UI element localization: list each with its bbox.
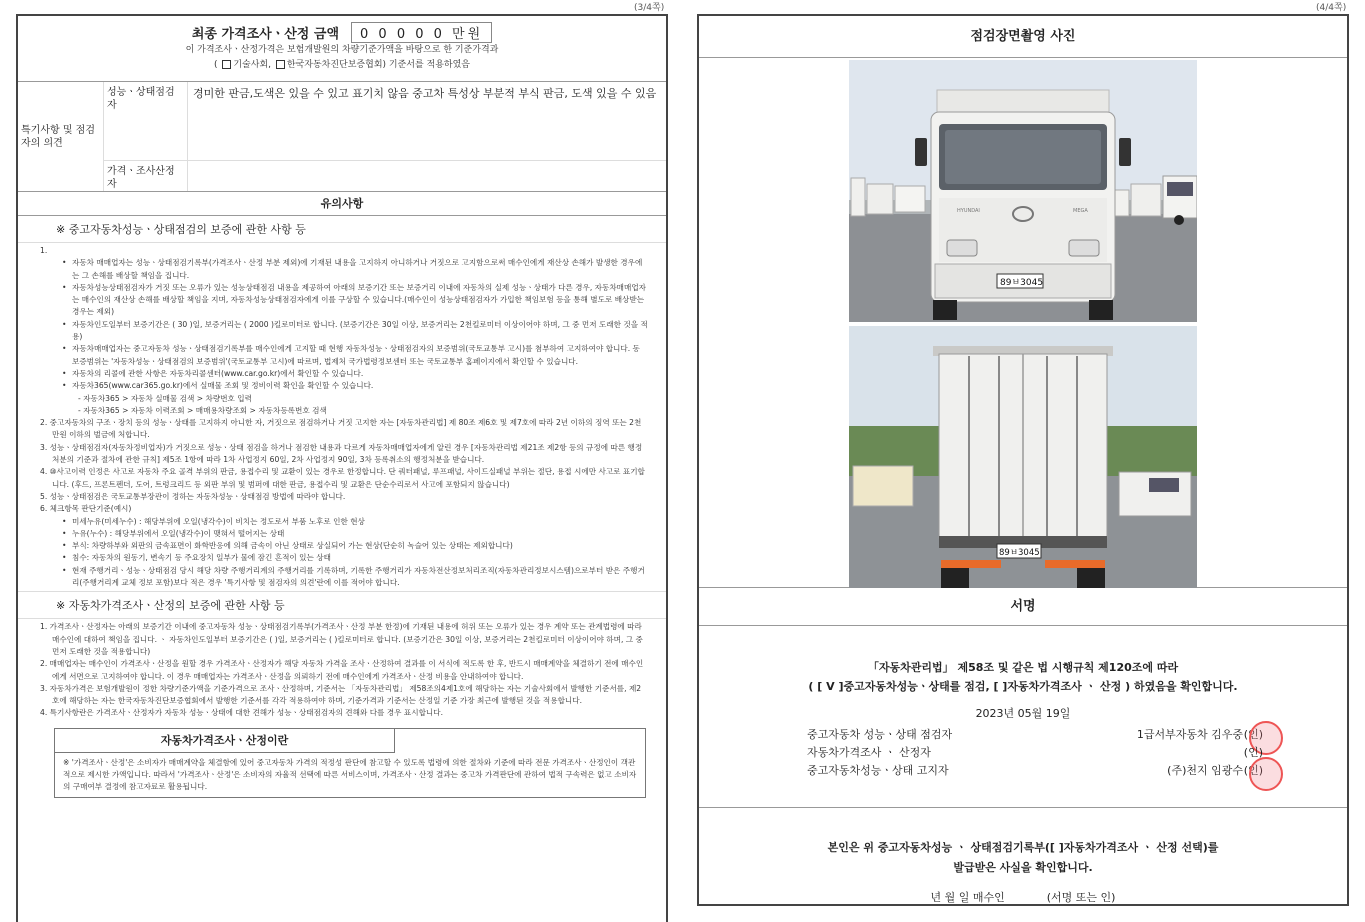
signer-name: 1급서부자동차 김우중 xyxy=(1136,728,1243,741)
signature-section-title: 서명 xyxy=(699,588,1347,626)
price-definition-title: 자동차가격조사ㆍ산정이란 xyxy=(55,729,395,753)
signer-appraiser: 자동차가격조사 ㆍ 산정자 (인) xyxy=(807,746,1263,759)
buyer-confirmation xyxy=(699,808,1347,906)
list-item: 3. 성능ㆍ상태점검자(자동차정비업자)가 거짓으로 성능ㆍ상태 점검을 하거나 점검한 내용과 다르게 자동차매매업자에게 알린 경우 [자동차관리법 제21조 제2항 등의 규정에 따른 행정처분의 기준과 절차에 관한 규칙] 제5조 1항에 따라 1차 사업정지 60일, 2차 사업정지 90일, 3차 등록취소의 행정처분을 받습니다. xyxy=(40,442,643,465)
section-performance-warranty: ※ 중고자동차성능ㆍ상태점검의 보증에 관한 사항 등 xyxy=(18,216,666,243)
inspection-photos xyxy=(699,58,1347,588)
price-definition-text: ※ '가격조사ㆍ산정'은 소비자가 매매계약을 체결함에 있어 중고자동차 가격의 적정성 판단에 참고할 수 있도록 법령에 의한 절차와 기준에 따라 전문 가격조사ㆍ산정인이 객관적으로 제시한 가액입니다. 따라서 '가격조사ㆍ산정'은 소비자의 자율적 선택에 따른 서비스이며, 가격조사ㆍ산정 결과는 중고차 가격판단에 관하여 법적 구속력은 없고 소비자의 구매여부 결정에 참고자료로 활용됩니다. xyxy=(63,757,637,791)
page-3 xyxy=(16,14,668,922)
photo-section-title: 점검장면촬영 사진 xyxy=(699,16,1347,58)
list-item: - 자동차365 > 자동차 이력조회 > 매매용차량조회 > 자동차등록번호 검색 xyxy=(78,405,327,415)
performance-warranty-text: 1. • 자동차 매매업자는 성능ㆍ상태점검기록부(가격조사ㆍ산정 부분 제외)에 기재된 내용을 고지하지 아니하거나 거짓으로 고지함으로써 매수인에게 재산상 손해가 발생한 경우에는 그 손해를 배상할 책임을 집니다. • 자동차성능상태점검자가 거짓 또는 오류가 있는 성능상태점검 내용을 제공하여 아래의 보증기간 또는 보증거리 이내에 자동차의 실제 성능ㆍ상태가 다른 경우, 자동차매매업자는 매수인의 재산상 손해를 배상할 책임을 지며, 자동차성능상태점검자에게 이를 구상할 수 있습니다.(매수인이 성능상태점검자가 가입한 책임보험 등을 통해 별도로 배상받는 경우는 제외) • 자동차인도일부터 보증기간은 ( 30 )일, 보증거리는 ( 2000 )킬로미터로 합니다. (보증기간은 30일 이상, 보증거리는 2천킬로미터 이상이어야 하며, 그 중 먼저 도래한 것을 적용) • 자동차매매업자는 중고자동차 성능ㆍ상태점검기록부를 매수인에게 고지할 때 현행 자동차성능ㆍ상태점검자의 보증범위(국토교통부 고시)를 첨부하여 고지하여야 합니다. 동 보증범위는 '자동차성능ㆍ상태점검의 보증범위'(국토교통부 고시)에 따르며, 법제처 국가법령정보센터 또는 국토교통부 홈페이지에서 확인할 수 있습니다. • 자동차의 리콜에 관한 사항은 자동차리콜센터(www.car.go.kr)에서 확인할 수 있습니다. • 자동차365(www.car365.go.kr)에서 실매물 조회 및 정비이력 확인을 확인할 수 있습니다. - 자동차365 > 자동차 실매물 검색 > 차량번호 입력 - 자동차365 > 자동차 이력조회 > 매매용차량조회 > 자동차등록번호 검색 2. 중고자동차의 구조ㆍ장치 등의 성능ㆍ상태를 고지하지 아니한 자, 거짓으로 점검하거나 거짓 고지한 자는 [자동차관리법] 제 80조 제6호 및 제7호에 따라 2년 이하의 징역 또는 2천만원 이하의 벌금에 처합니다. 3. 성능ㆍ상태점검자(자동차정비업자)가 거짓으로 성능ㆍ상태 점검을 하거나 점검한 내용과 다르게 자동차매매업자에게 알린 경우 [자동차관리법 제21조 제2항 등의 규정에 따른 행정처분의 기준과 절차에 관한 규칙] 제5조 1항에 따라 1차 사업정지 60일, 2차 사업정지 90일, 3차 등록취소의 행정처분을 받습니다. 4. ⑩사고이력 인정은 사고로 자동차 주요 골격 부위의 판금, 용접수리 및 교환이 있는 경우로 한정합니다. 단 쿼터패널, 루프패널, 사이드실패널 부위는 절단, 용접 시에만 사고로 표기합니다. (후드, 프론트펜더, 도어, 트렁크리드 등 외판 부위 및 범퍼에 대한 판금, 용접수리 및 교환은 단순수리로서 사고에 포함되지 않습니다) 5. 성능ㆍ상태점검은 국토교통부장관이 정하는 자동차성능ㆍ상태점검 방법에 따라야 합니다. 6. 체크항목 판단기준(예시) • 미세누유(미세누수) : 해당부위에 오일(냉각수)이 비치는 정도로서 부품 노후로 인한 현상 • 누유(누수) : 해당부위에서 오일(냉각수)이 맺혀서 떨어지는 상태 • 부식: 차량하부와 외판의 금속표면이 화학반응에 의해 금속이 아닌 상태로 상실되어 가는 현상(단순히 녹슬어 있는 상태는 제외합니다) • 침수: 자동차의 원동기, 변속기 등 주요장치 일부가 물에 잠긴 흔적이 있는 상태 • 현재 주행거리ㆍ성능ㆍ상태점검 당시 해당 차량 주행거리계의 주행거리를 기록하며, 기록한 주행거리가 자동차전산정보처리조직(자동차관리정보시스템)으로부터 받은 주행거리(주행거리계 교체 정보 포함)보다 적은 경우 '특기사항 및 점검자의 의견'란에 이를 적어야 합니다. xyxy=(18,243,666,591)
page-number-right: (4/4쪽) xyxy=(1316,3,1347,13)
list-item: 2. 매매업자는 매수인이 가격조사ㆍ산정을 원할 경우 가격조사ㆍ산정자가 해당 자동차 가격을 조사ㆍ산정하여 결과를 이 서식에 적도록 한 후, 반드시 매매계약을 체결하기 전에 매수인에게 서면으로 고지하여야 합니다. 이 경우 매매업자는 가격조사ㆍ산정을 의뢰하기 전에 매수인에게 가격조사ㆍ산정 비용을 안내하여야 합니다. xyxy=(40,659,644,681)
appraiser-opinion-label: 가격ㆍ조사산정자 xyxy=(104,161,188,191)
amount-unit: 만원 xyxy=(452,27,484,42)
final-price-note: 이 가격조사ㆍ산정가격은 보험개발원의 차량기준가액을 바탕으로 한 기준가격과 xyxy=(185,45,499,55)
list-item: • 현재 주행거리ㆍ성능ㆍ상태점검 당시 해당 차량 주행거리계의 주행거리를 기록하며, 기록한 주행거리가 자동차전산정보처리조직(자동차관리정보시스템)으로부터 받은 주행거리(주행거리계 교체 정보 포함)보다 적은 경우 '특기사항 및 점검자의 의견'란에 이를 적어야 합니다. xyxy=(38,565,648,590)
appraiser-opinion-value xyxy=(188,161,666,191)
inspector-opinion-value: 경미한 판금,도색은 있을 수 있고 표기치 않음 중고차 특성상 부분적 부식 판금, 도색 있을 수 있음 xyxy=(193,87,657,100)
buyer-confirm-line2: 발급받은 사실을 확인합니다. xyxy=(953,861,1093,874)
signer-name: (주)천지 임광수 xyxy=(1167,764,1243,777)
legal-confirm-line: ( [ V ]중고자동차성능ㆍ상태를 점검, [ ]자동차가격조사 ㆍ 산정 ) 하였음을 확인합니다. xyxy=(808,680,1238,693)
standard-options: ( 기술사회, 한국자동차진단보증협회) 기준서를 적용하였음 xyxy=(213,60,470,70)
list-item: • 누유(누수) : 해당부위에서 오일(냉각수)이 맺혀서 떨어지는 상태 xyxy=(38,528,648,540)
list-item: • 자동차의 리콜에 관한 사항은 자동차리콜센터(www.car.go.kr)에서 확인할 수 있습니다. xyxy=(38,368,648,380)
buyer-signature-line: 년 월 일 매수인 (서명 또는 인) xyxy=(930,891,1116,904)
final-price-amount: 0 0 0 0 0 만원 xyxy=(351,22,492,43)
seal-stamp-icon xyxy=(1249,757,1283,791)
list-item: 5. 성능ㆍ상태점검은 국토교통부장관이 정하는 자동차성능ㆍ상태점검 방법에 따라야 합니다. xyxy=(40,491,346,501)
list-item: • 자동차인도일부터 보증기간은 ( 30 )일, 보증거리는 ( 2000 )킬로미터로 합니다. (보증기간은 30일 이상, 보증거리는 2천킬로미터 이상이어야 하며, 그 중 먼저 도래한 것을 적용) xyxy=(38,319,648,344)
truck-model: MEGA xyxy=(1073,208,1088,214)
buyer-sign-field[interactable]: (서명 또는 인) xyxy=(1046,891,1116,904)
buyer-confirm-line1: 본인은 위 중고자동차성능 ㆍ 상태점검기록부([ ]자동차가격조사 ㆍ 산정 선택)를 xyxy=(827,841,1219,854)
inspector-opinion-label: 성능ㆍ상태점검자 xyxy=(104,82,188,160)
checkbox-tech-association[interactable] xyxy=(222,60,231,69)
list-item: • 자동차성능상태점검자가 거짓 또는 오류가 있는 성능상태점검 내용을 제공하여 아래의 보증기간 또는 보증거리 이내에 자동차의 실제 성능ㆍ상태가 다른 경우, 자동차매매업자는 매수인의 재산상 손해를 배상할 책임을 지며, 자동차성능상태점검자에게 이를 구상할 수 있습니다.(매수인이 성능상태점검자가 가입한 책임보험 등을 통해 별도로 배상받는 경우는 제외) xyxy=(38,282,648,319)
truck-brand: HYUNDAI xyxy=(957,208,980,214)
list-item: 1. 가격조사ㆍ산정자는 아래의 보증기간 이내에 중고자동차 성능ㆍ상태점검기록부(가격조사ㆍ산정 부분 한정)에 기재된 내용에 허위 또는 오류가 있는 경우 계약 또는 관계법령에 따라 매수인에 대하여 책임을 집니다. ㆍ 자동차인도일부터 보증기간은 ( )일, 보증거리는 ( )킬로미터로 합니다. (보증기간은 30일 이상, 보증거리는 2천킬로미터 이상이어야 하며, 그 중 먼저 도래한 것을 적용합니다) xyxy=(40,622,643,656)
list-item: • 부식: 차량하부와 외판의 금속표면이 화학반응에 의해 금속이 아닌 상태로 상실되어 가는 현상(단순히 녹슬어 있는 상태는 제외합니다) xyxy=(38,540,648,552)
notice-title: 유의사항 xyxy=(18,192,666,216)
page-number-left: (3/4쪽) xyxy=(634,3,665,13)
price-warranty-text xyxy=(18,619,666,721)
signer-inspector: 중고자동차 성능ㆍ상태 점검자 1급서부자동차 김우중 (인) xyxy=(807,725,1287,743)
list-item: • 침수: 자동차의 원동기, 변속기 등 주요장치 일부가 물에 잠긴 흔적이 있는 상태 xyxy=(38,552,648,564)
signer-notifier: 중고자동차성능ㆍ상태 고지자 (주)천지 임광수 (인) xyxy=(807,761,1287,779)
list-item: 6. 체크항목 판단기준(예시) xyxy=(40,504,132,514)
list-item: • 미세누유(미세누수) : 해당부위에 오일(냉각수)이 비치는 정도로서 부품 노후로 인한 현상 xyxy=(38,516,648,528)
signature-area xyxy=(699,626,1347,808)
special-notes-label: 특기사항 및 점검자의 의견 xyxy=(18,82,104,191)
section-price-warranty: ※ 자동차가격조사ㆍ산정의 보증에 관한 사항 등 xyxy=(18,591,666,619)
list-item: 2. 중고자동차의 구조ㆍ장치 등의 성능ㆍ상태를 고지하지 아니한 자, 거짓으로 점검하거나 거짓 고지한 자는 [자동차관리법] 제 80조 제6호 및 제7호에 따라 2년 이하의 징역 또는 2천만원 이하의 벌금에 처합니다. xyxy=(40,418,642,440)
list-item: 3. 자동차가격은 보험개발원이 정한 차량기준가액을 기준가격으로 조사ㆍ산정하며, 기준서는 「자동차관리법」 제58조의4제1호에 해당하는 자는 기술사회에서 발행한 기준서를, 제2호에 해당하는 자는 한국자동차진단보증협회에서 발행한 기준서를 각각 적용하여야 하며, 기준가격과 기준서는 산정일 기준 가장 최근에 발행된 것을 적용합니다. xyxy=(40,683,642,706)
list-item: 4. ⑩사고이력 인정은 사고로 자동차 주요 골격 부위의 판금, 용접수리 및 교환이 있는 경우로 한정합니다. 단 쿼터패널, 루프패널, 사이드실패널 부위는 절단, 용접 시에만 사고로 표기합니다. (후드, 프론트펜더, 도어, 트렁크리드 등 외판 부위 및 범퍼에 대한 판금, 용접수리 및 교환은 단순수리로서 사고에 포함되지 않습니다) xyxy=(40,467,645,489)
list-item: - 자동차365 > 자동차 실매물 검색 > 차량번호 입력 xyxy=(78,393,252,403)
checkbox-korea-association[interactable] xyxy=(276,60,285,69)
special-notes-section xyxy=(18,82,666,192)
front-plate: 89ㅂ3045 xyxy=(1000,278,1044,288)
final-price-section xyxy=(18,16,666,82)
page-4 xyxy=(697,14,1349,906)
truck-front-photo xyxy=(849,60,1197,322)
signature-date: 2023년 05월 19일 xyxy=(975,707,1071,720)
truck-rear-photo xyxy=(849,326,1197,588)
list-item: • 자동차매매업자는 중고자동차 성능ㆍ상태점검기록부를 매수인에게 고지할 때 현행 자동차성능ㆍ상태점검자의 보증범위(국토교통부 고시)를 첨부하여 고지하여야 합니다. 동 보증범위는 '자동차성능ㆍ상태점검의 보증범위'(국토교통부 고시)에 따르며, 법제처 국가법령정보센터 또는 국토교통부 홈페이지에서 확인할 수 있습니다. xyxy=(38,343,648,368)
list-item: 4. 특기사항란은 가격조사ㆍ산정자가 자동차 성능ㆍ상태에 대한 견해가 성능ㆍ상태점검자의 견해와 다를 경우 표시합니다. xyxy=(40,708,443,718)
price-definition-box xyxy=(54,728,646,798)
rear-plate: 89ㅂ3045 xyxy=(999,548,1040,558)
list-item: • 자동차365(www.car365.go.kr)에서 실매물 조회 및 정비이력 확인을 확인할 수 있습니다. xyxy=(38,380,648,392)
legal-basis-line: 「자동차관리법」 제58조 및 같은 법 시행규칙 제120조에 따라 xyxy=(867,661,1179,674)
final-price-title: 최종 가격조사ㆍ산정 금액 xyxy=(191,27,340,42)
list-item: • 자동차 매매업자는 성능ㆍ상태점검기록부(가격조사ㆍ산정 부분 제외)에 기재된 내용을 고지하지 아니하거나 거짓으로 고지함으로써 매수인에게 재산상 손해가 발생한 경우에는 그 손해를 배상할 책임을 집니다. xyxy=(38,257,648,282)
